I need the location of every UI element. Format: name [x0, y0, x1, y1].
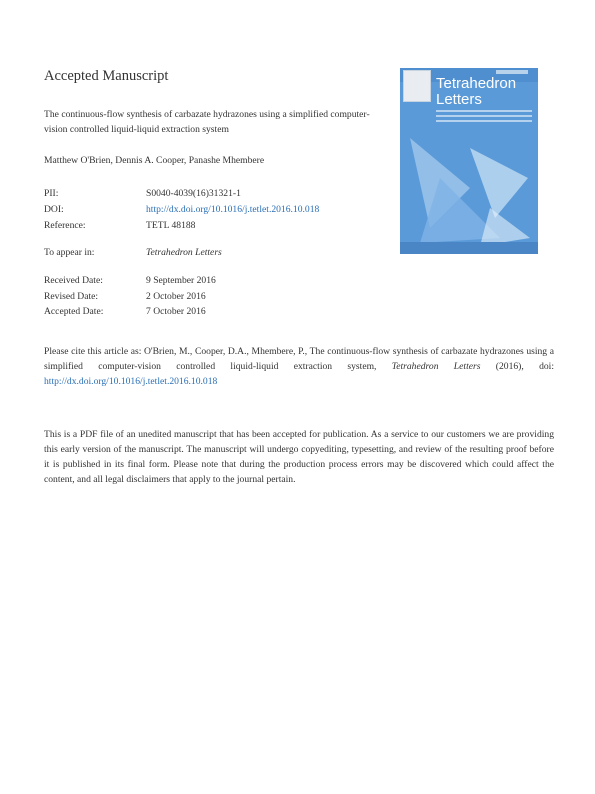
meta-value: 9 September 2016	[146, 275, 216, 286]
meta-label: Reference:	[44, 220, 86, 231]
citation-suffix: (2016), doi:	[480, 361, 554, 372]
meta-label: PII:	[44, 188, 59, 199]
article-authors: Matthew O'Brien, Dennis A. Cooper, Panashe Mhembere	[44, 155, 265, 166]
cover-journal-title: Tetrahedron Letters	[436, 75, 517, 108]
cover-subtitle-lines	[436, 110, 532, 124]
cover-publisher-logo	[403, 70, 431, 102]
meta-label: DOI:	[44, 204, 64, 215]
manuscript-heading: Accepted Manuscript	[44, 68, 169, 84]
citation-text: Please cite this article as: O'Brien, M., Cooper, D.A., Mhembere, P., The continuous-flow synthesis of carbazate hydrazones using a simplified computer-vision controlled liquid-liquid extraction system,	[44, 346, 554, 372]
meta-label: Accepted Date:	[44, 306, 104, 317]
article-title: The continuous-flow synthesis of carbazate hydrazones using a simplified computer-vision controlled liquid-liquid extraction system	[44, 109, 370, 135]
cover-bottom-bar	[400, 242, 538, 254]
meta-value: 2 October 2016	[146, 291, 206, 302]
meta-label: Received Date:	[44, 275, 103, 286]
cover-shape	[470, 148, 528, 218]
doi-link[interactable]: http://dx.doi.org/10.1016/j.tetlet.2016.10.018	[146, 204, 320, 215]
meta-value: S0040-4039(16)31321-1	[146, 188, 241, 199]
citation-paragraph	[44, 344, 554, 389]
citation-journal: Tetrahedron Letters	[391, 361, 481, 372]
citation-doi-link[interactable]: http://dx.doi.org/10.1016/j.tetlet.2016.10.018	[44, 376, 218, 387]
notice-paragraph: This is a PDF file of an unedited manuscript that has been accepted for publication. As a service to our customers we are providing this early version of the manuscript. The manuscript will undergo copyediting, typesetting, and review of the resulting proof before it is published in its final form. Please note that during the production process errors may be discovered which could affect the content, and all legal disclaimers that apply to the journal pertain.	[44, 429, 554, 485]
meta-value: TETL 48188	[146, 220, 196, 231]
cover-shape	[480, 208, 530, 246]
journal-cover-image	[400, 68, 538, 254]
meta-label: To appear in:	[44, 247, 95, 258]
meta-value: 7 October 2016	[146, 306, 206, 317]
meta-label: Revised Date:	[44, 291, 99, 302]
journal-name-text: Tetrahedron Letters	[146, 247, 222, 258]
